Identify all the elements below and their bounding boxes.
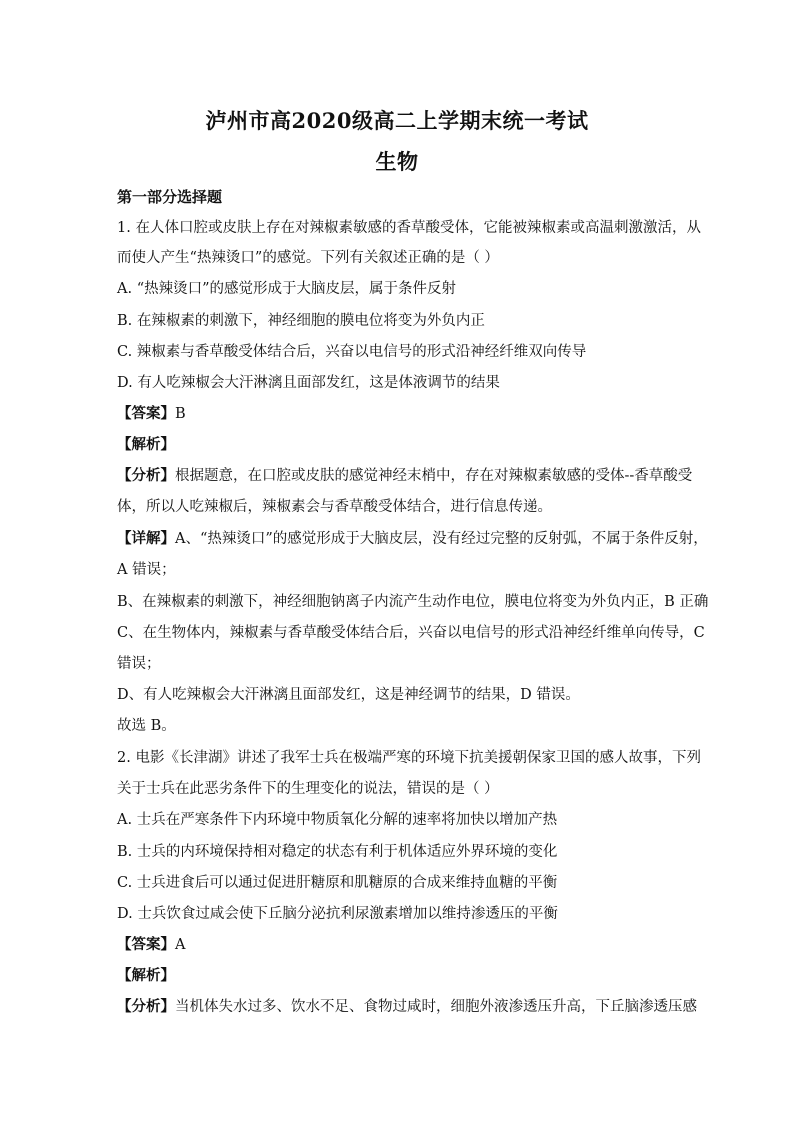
q1-xiangjie-line-4: C、在生物体内，辣椒素与香草酸受体结合后，兴奋以电信号的形式沿神经纤维单向传导，C xyxy=(117,625,705,641)
q1-fenxi-line-1 xyxy=(117,466,693,486)
q2-stem-line-1: 2. 电影《长津湖》讲述了我军士兵在极端严寒的环境下抗美援朝保家卫国的感人故事，下列 xyxy=(117,750,701,766)
q2-stem-line-2: 关于士兵在此恶劣条件下的生理变化的说法，错误的是（ ） xyxy=(117,781,499,797)
q1-xiangjie-line-6: D、有人吃辣椒会大汗淋漓且面部发红，这是神经调节的结果，D 错误。 xyxy=(117,687,580,703)
q1-xiangjie-line-7: 故选 B。 xyxy=(117,718,176,734)
q1-option-c: C. 辣椒素与香草酸受体结合后，兴奋以电信号的形式沿神经纤维双向传导 xyxy=(117,344,587,360)
q1-option-a: A. “热辣烫口”的感觉形成于大脑皮层，属于条件反射 xyxy=(117,281,457,297)
section-title: 第一部分选择题 xyxy=(117,188,223,206)
q2-fenxi-text-1: 当机体失水过多、饮水不足、食物过咸时，细胞外液渗透压升高，下丘脑渗透压感 xyxy=(175,999,697,1015)
q2-option-c: C. 士兵进食后可以通过促进肝糖原和肌糖原的合成来维持血糖的平衡 xyxy=(117,875,558,891)
q1-xiangjie-text-1: A、“热辣烫口”的感觉形成于大脑皮层，没有经过完整的反射弧，不属于条件反射， xyxy=(175,531,708,547)
q1-fenxi-line-2: 体，所以人吃辣椒后，辣椒素会与香草酸受体结合，进行信息传递。 xyxy=(117,499,552,515)
q1-xiangjie-line-3: B、在辣椒素的刺激下，神经细胞钠离子内流产生动作电位，膜电位将变为外负内正，B 正确 xyxy=(117,594,709,610)
subject-title: 生物 xyxy=(375,149,419,174)
q2-option-b: B. 士兵的内环境保持相对稳定的状态有利于机体适应外界环境的变化 xyxy=(117,844,558,860)
q2-fenxi-label: 【分析】 xyxy=(117,998,175,1015)
q2-option-a: A. 士兵在严寒条件下内环境中物质氧化分解的速率将加快以增加产热 xyxy=(117,812,558,828)
q1-xiangjie-label: 【详解】 xyxy=(117,530,175,547)
q1-fenxi-label: 【分析】 xyxy=(117,467,175,484)
q1-stem-line-1: 1. 在人体口腔或皮肤上存在对辣椒素敏感的香草酸受体，它能被辣椒素或高温刺激激活，从 xyxy=(117,220,701,236)
q2-answer-value: A xyxy=(175,937,186,953)
q1-answer-label: 【答案】 xyxy=(117,405,175,422)
q1-answer xyxy=(117,404,687,424)
q1-answer-value: B xyxy=(175,406,186,422)
q2-fenxi-line-1 xyxy=(117,997,697,1017)
exam-title: 泸州市高2020级高二上学期末统一考试 xyxy=(205,108,589,133)
q2-answer-label: 【答案】 xyxy=(117,936,175,953)
q2-option-d: D. 士兵饮食过咸会使下丘脑分泌抗利尿激素增加以维持渗透压的平衡 xyxy=(117,906,558,922)
q1-analysis-label: 【解析】 xyxy=(117,436,175,453)
q1-xiangjie-line-1 xyxy=(117,529,708,549)
q2-analysis-label: 【解析】 xyxy=(117,967,175,984)
q1-xiangjie-line-2: A 错误； xyxy=(117,562,176,578)
q1-fenxi-text-1: 根据题意，在口腔或皮肤的感觉神经末梢中，存在对辣椒素敏感的受体--香草酸受 xyxy=(175,468,693,484)
q1-option-d: D. 有人吃辣椒会大汗淋漓且面部发红，这是体液调节的结果 xyxy=(117,375,500,391)
q1-option-b: B. 在辣椒素的刺激下，神经细胞的膜电位将变为外负内正 xyxy=(117,313,485,329)
q1-xiangjie-line-5: 错误； xyxy=(117,656,161,672)
q1-stem-line-2: 而使人产生“热辣烫口”的感觉。下列有关叙述正确的是（ ） xyxy=(117,250,499,266)
q2-answer xyxy=(117,935,687,955)
